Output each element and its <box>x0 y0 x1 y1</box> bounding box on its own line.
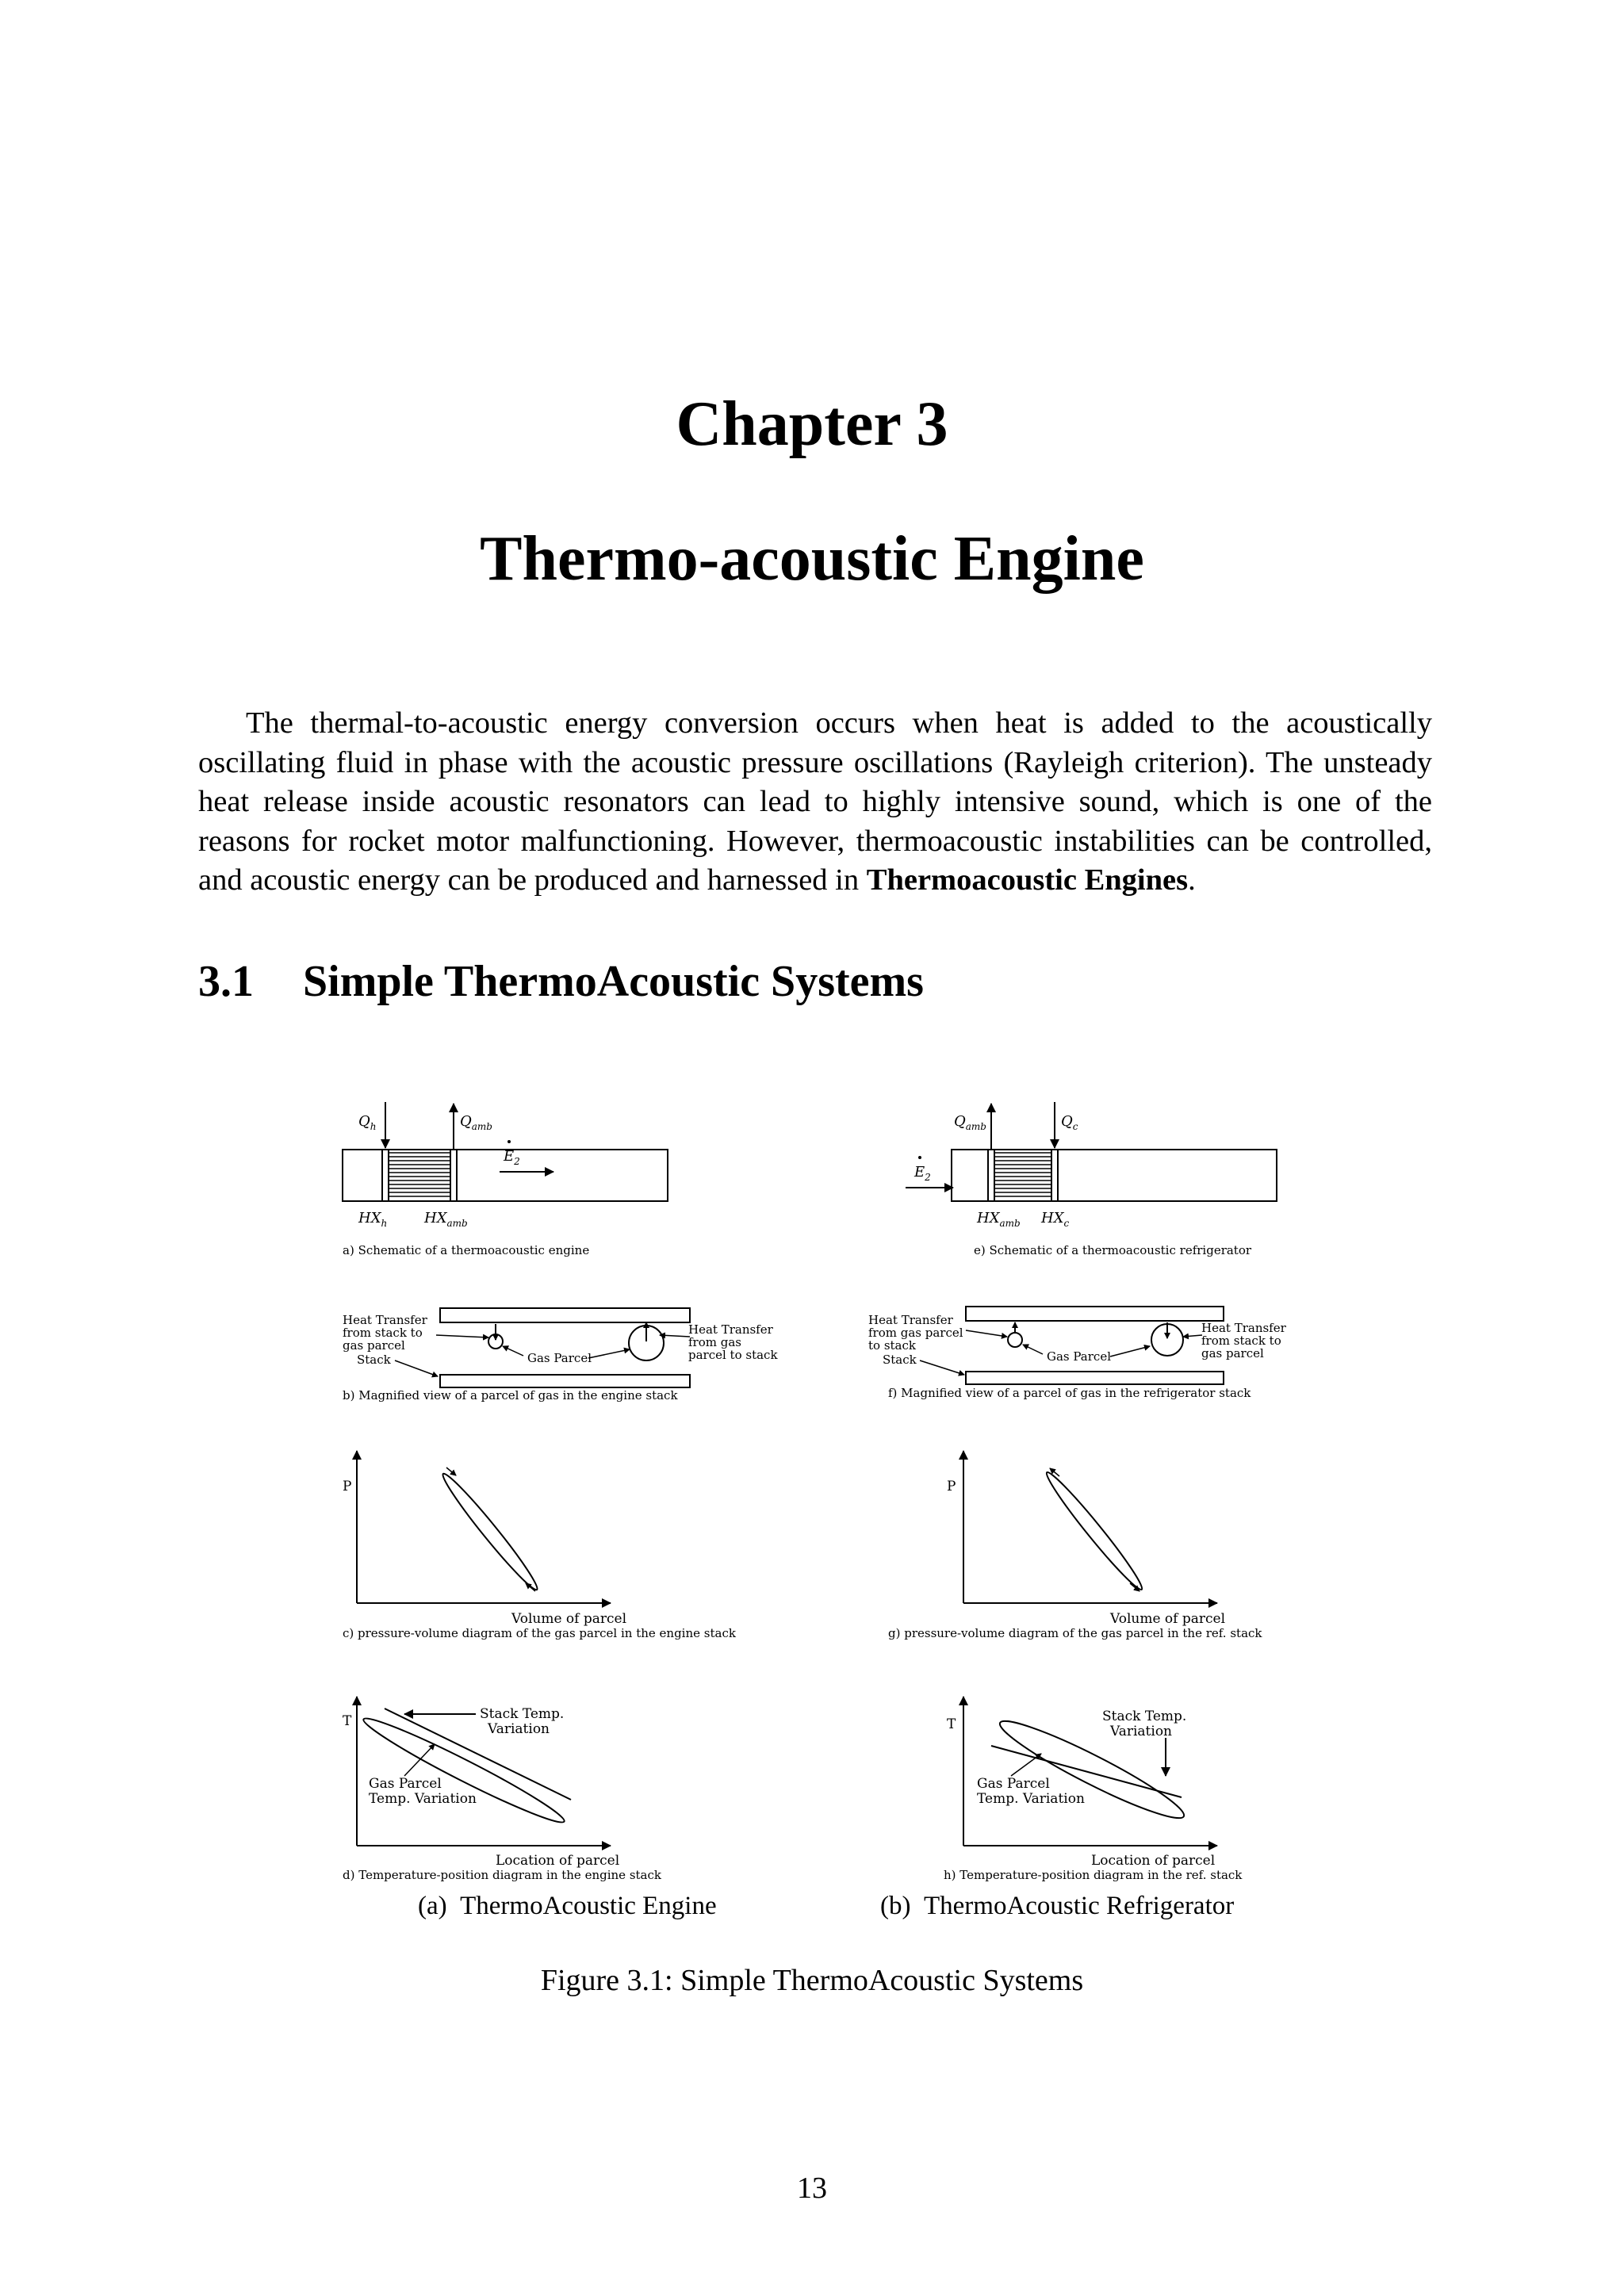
stack-label: Stack <box>883 1353 917 1367</box>
e2-label: E <box>504 1148 515 1165</box>
heat-label-right-2: from gas <box>688 1335 741 1349</box>
heat-label-left-3: to stack <box>868 1338 916 1353</box>
e2-sub: 2 <box>514 1156 520 1167</box>
stack-temp-label-2: Variation <box>488 1721 550 1737</box>
hx-h-label: HX <box>358 1210 381 1226</box>
stack-plate-top <box>966 1307 1224 1321</box>
subcaption-b: (b) ThermoAcoustic Refrigerator <box>880 1892 1235 1920</box>
stack-temp-label-1: Stack Temp. <box>480 1706 565 1722</box>
panel-g-refrigerator-pv-diagram <box>888 1451 1262 1640</box>
chapter-title: Thermo-acoustic Engine <box>480 524 1144 594</box>
gas-parcel-label: Gas Parcel <box>527 1351 592 1365</box>
chapter-label: Chapter 3 <box>676 389 948 459</box>
hx-c-sub: c <box>1063 1218 1070 1229</box>
caption-f: f) Magnified view of a parcel of gas in the refrigerator stack <box>888 1386 1251 1400</box>
caption-h: h) Temperature-position diagram in the ref. stack <box>944 1868 1243 1882</box>
q-amb-label: Q <box>460 1113 472 1130</box>
hx-amb-sub: amb <box>446 1218 468 1229</box>
panel-e-refrigerator-schematic <box>906 1102 1277 1257</box>
caption-c: c) pressure-volume diagram of the gas parcel in the engine stack <box>343 1626 736 1640</box>
pv-loop <box>1041 1468 1147 1594</box>
stack-temp-label-2: Variation <box>1110 1724 1173 1739</box>
e2-sub: 2 <box>925 1172 931 1183</box>
caption-b: b) Magnified view of a parcel of gas in the engine stack <box>343 1388 678 1402</box>
paragraph-text: The thermal-to-acoustic energy conversion occurs when heat is added to the acoustically oscillating fluid in phase with the acoustic pressure oscillations (Rayleigh criterion). The unsteady heat release inside acoustic resonators can lead to highly intensive sound, which is one of the reasons for rocket motor malfunctioning. However, thermoacoustic instabilities can be controlled, and acoustic energy can be produced and harnessed in <box>198 706 1432 897</box>
q-amb-label: Q <box>954 1113 966 1130</box>
heat-label-left-2: from gas parcel <box>868 1326 963 1340</box>
svg-text:Qamb <box>954 1113 986 1132</box>
stack-hatching <box>382 1150 457 1201</box>
gas-parcel-small <box>1008 1333 1022 1347</box>
caption-e: e) Schematic of a thermoacoustic refrigerator <box>974 1243 1252 1257</box>
panel-f-refrigerator-magnified <box>868 1307 1287 1400</box>
svg-text:HXamb <box>423 1210 468 1229</box>
heat-label-right-1: Heat Transfer <box>688 1322 773 1337</box>
section-number: 3.1 <box>198 957 254 1006</box>
x-axis-label: Location of parcel <box>496 1853 620 1869</box>
subcaption-a: (a) ThermoAcoustic Engine <box>418 1892 717 1920</box>
y-axis-label: T <box>343 1713 352 1729</box>
svg-text:HXamb <box>976 1210 1021 1229</box>
heat-label-left-1: Heat Transfer <box>868 1313 953 1327</box>
section-title: Simple ThermoAcoustic Systems <box>303 957 924 1006</box>
gas-temp-label-2: Temp. Variation <box>369 1791 477 1807</box>
stack-hatching <box>988 1150 1058 1201</box>
gas-temp-label-1: Gas Parcel <box>977 1776 1050 1792</box>
stack-plate-bottom <box>440 1375 690 1387</box>
y-axis-label: T <box>947 1716 956 1732</box>
stack-plate-bottom <box>966 1372 1224 1384</box>
heat-label-right-3: gas parcel <box>1201 1346 1264 1360</box>
x-axis-label: Volume of parcel <box>511 1611 627 1627</box>
svg-text:HXh <box>358 1210 387 1229</box>
svg-text:E2 <box>503 1148 520 1167</box>
intro-paragraph <box>198 704 1432 901</box>
heat-label-left-1: Heat Transfer <box>343 1313 427 1327</box>
svg-text:Qh <box>358 1113 377 1132</box>
heat-label-left-2: from stack to <box>343 1326 423 1340</box>
q-cold-sub: c <box>1072 1121 1078 1132</box>
svg-text:HXc <box>1040 1210 1070 1229</box>
section-heading <box>198 956 924 1007</box>
hx-c-label: HX <box>1041 1210 1064 1226</box>
y-axis-label: P <box>343 1479 352 1494</box>
stack-label: Stack <box>357 1353 391 1367</box>
q-hot-sub: h <box>370 1121 377 1132</box>
figure-3-1 <box>333 1094 1293 1882</box>
figure-caption: Figure 3.1: Simple ThermoAcoustic Systems <box>540 1964 1084 1997</box>
caption-g: g) pressure-volume diagram of the gas parcel in the ref. stack <box>888 1626 1262 1640</box>
panel-a-engine-schematic <box>343 1102 668 1257</box>
svg-text:Qc <box>1061 1113 1078 1132</box>
caption-d: d) Temperature-position diagram in the engine stack <box>343 1868 661 1882</box>
paragraph-bold-term: Thermoacoustic Engines <box>866 863 1189 897</box>
heat-label-right-3: parcel to stack <box>688 1348 778 1362</box>
q-hot-label: Q <box>358 1113 370 1130</box>
stack-temp-label-1: Stack Temp. <box>1102 1709 1187 1724</box>
hx-amb-label: HX <box>977 1210 1000 1226</box>
q-amb-sub: amb <box>965 1121 986 1132</box>
gas-parcel-label: Gas Parcel <box>1047 1349 1111 1364</box>
heat-label-left-3: gas parcel <box>343 1338 405 1353</box>
heat-label-right-1: Heat Transfer <box>1201 1321 1286 1335</box>
panel-c-engine-pv-diagram <box>343 1451 737 1640</box>
caption-a: a) Schematic of a thermoacoustic engine <box>343 1243 590 1257</box>
panel-d-engine-temperature-position <box>343 1697 662 1882</box>
paragraph-end: . <box>1188 863 1196 897</box>
gas-temp-label-1: Gas Parcel <box>369 1776 442 1792</box>
stack-plate-top <box>440 1308 690 1322</box>
gas-temp-label-2: Temp. Variation <box>977 1791 1085 1807</box>
x-axis-label: Volume of parcel <box>1110 1611 1226 1627</box>
pv-loop <box>438 1469 542 1594</box>
svg-text:E2 <box>914 1164 931 1183</box>
panel-b-engine-magnified <box>343 1308 778 1402</box>
q-amb-sub: amb <box>471 1121 492 1132</box>
svg-text:Qamb <box>460 1113 492 1132</box>
heat-label-right-2: from stack to <box>1201 1334 1281 1348</box>
y-axis-label: P <box>947 1479 956 1494</box>
page-number: 13 <box>797 2172 827 2205</box>
hx-amb-label: HX <box>424 1210 447 1226</box>
panel-h-refrigerator-temperature-position <box>944 1697 1243 1882</box>
hx-h-sub: h <box>381 1218 388 1229</box>
hx-amb-sub: amb <box>999 1218 1021 1229</box>
q-cold-label: Q <box>1061 1113 1073 1130</box>
e2-label: E <box>914 1164 925 1181</box>
x-axis-label: Location of parcel <box>1091 1853 1216 1869</box>
